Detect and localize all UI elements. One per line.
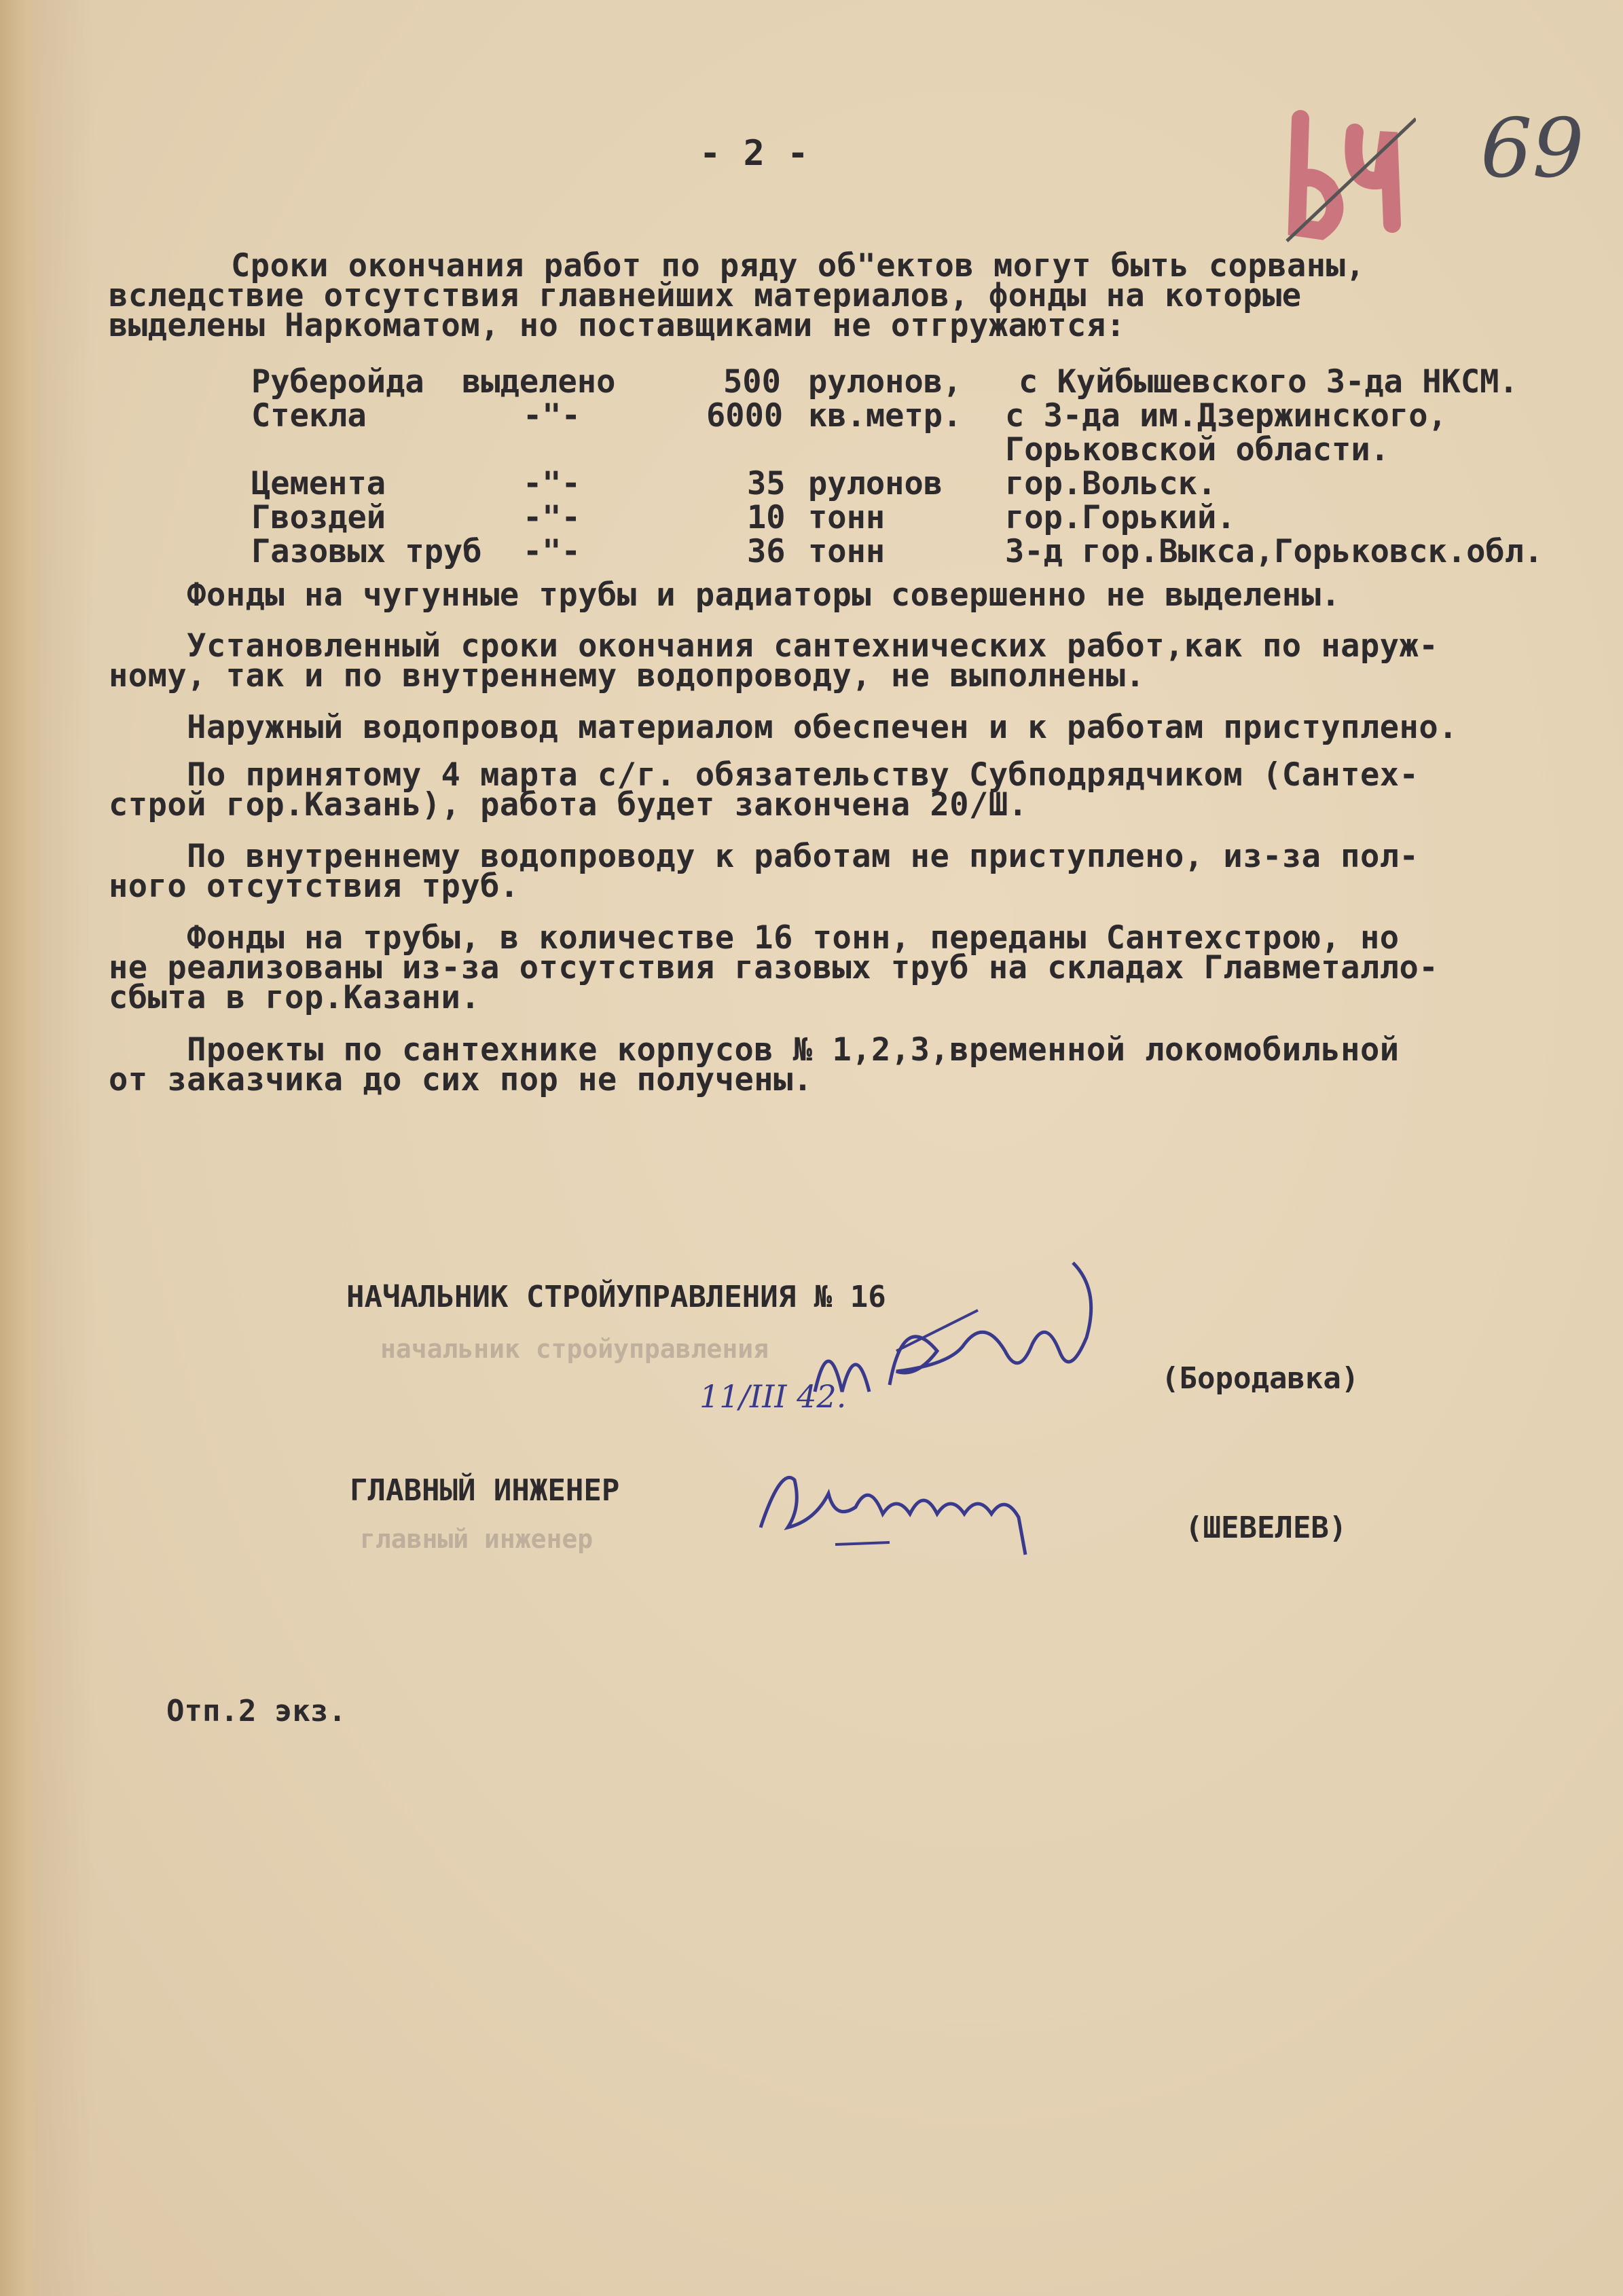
chief-title: НАЧАЛЬНИК СТРОЙУПРАВЛЕНИЯ № 16 bbox=[346, 1280, 886, 1314]
material-ditto: -"- bbox=[523, 397, 581, 434]
paragraph-obligation bbox=[109, 756, 1589, 823]
material-unit: рулонов, bbox=[808, 363, 962, 401]
paragraph-line: Проекты по сантехнике корпусов № 1,2,3,временной локомобильной bbox=[109, 1031, 1400, 1069]
table-row bbox=[0, 533, 1623, 570]
material-source: гор.Вольск. bbox=[1005, 465, 1217, 502]
chief-handwritten-signature bbox=[801, 1249, 1114, 1439]
table-row bbox=[0, 499, 1623, 536]
material-ditto: выделено bbox=[462, 363, 616, 401]
page-fold-shadow bbox=[0, 0, 48, 2296]
intro-line: Сроки окончания работ по ряду об"ектов могут быть сорваны, bbox=[231, 247, 1366, 284]
paragraph-fonds bbox=[109, 576, 1589, 614]
material-qty: 6000 bbox=[706, 397, 784, 434]
paragraph-line: По принятому 4 марта с/г. обязательству Субподрядчиком (Сантех- bbox=[109, 756, 1419, 794]
paragraph-line: ному, так и по внутреннему водопроводу, не выполнены. bbox=[109, 657, 1146, 695]
material-ditto: -"- bbox=[523, 465, 581, 502]
material-source: с Куйбышевского З-да НКСМ. bbox=[1019, 363, 1518, 401]
table-row bbox=[0, 363, 1623, 401]
engineer-title-ghost: главный инженер bbox=[360, 1524, 594, 1554]
copies-note: Отп.2 экз. bbox=[166, 1694, 346, 1728]
material-name: Цемента bbox=[251, 465, 386, 502]
chief-title-ghost: начальник стройуправления bbox=[380, 1334, 769, 1364]
paragraph-line: строй гор.Казань), работа будет закончена 20/Ш. bbox=[109, 786, 1028, 823]
paragraph-pipes bbox=[109, 919, 1589, 1016]
engineer-title: ГЛАВНЫЙ ИНЖЕНЕР bbox=[350, 1473, 620, 1508]
paragraph-line: сбыта в гор.Казани. bbox=[109, 979, 481, 1016]
page-number: - 2 - bbox=[699, 133, 809, 174]
paragraph-line: Наружный водопровод материалом обеспечен и к работам приступлено. bbox=[109, 709, 1458, 746]
paragraph-line: По внутреннему водопроводу к работам не приступлено, из-за пол- bbox=[109, 838, 1419, 875]
material-unit: кв.метр. bbox=[808, 397, 962, 434]
material-name: Газовых труб bbox=[251, 533, 482, 570]
intro-line: вследствие отсутствия главнейших материалов, фонды на которые bbox=[109, 277, 1302, 314]
material-source: З-д гор.Выкса,Горьковск.обл. bbox=[1005, 533, 1544, 570]
chief-signature-date: 11/III 42. bbox=[699, 1378, 847, 1415]
paragraph-line: Фонды на трубы, в количестве 16 тонн, переданы Сантехстрою, но bbox=[109, 919, 1400, 957]
paragraph-deadlines bbox=[109, 627, 1589, 695]
material-ditto: -"- bbox=[523, 499, 581, 536]
material-unit: тонн bbox=[808, 533, 886, 570]
engineer-name: (ШЕВЕЛЕВ) bbox=[1185, 1511, 1347, 1545]
table-row bbox=[0, 431, 1623, 468]
material-source: с З-да им.Дзержинского, bbox=[1005, 397, 1447, 434]
material-name: Стекла bbox=[251, 397, 367, 434]
red-stamp-number bbox=[1280, 105, 1416, 248]
material-name: Руберойда bbox=[251, 363, 424, 401]
material-unit: тонн bbox=[808, 499, 886, 536]
paragraph-line: от заказчика до сих пор не получены. bbox=[109, 1061, 813, 1098]
material-source: гор.Горький. bbox=[1005, 499, 1236, 536]
material-ditto: -"- bbox=[523, 533, 581, 570]
paragraph-projects bbox=[109, 1031, 1589, 1098]
chief-name: (Бородавка) bbox=[1161, 1361, 1360, 1396]
material-qty: 35 bbox=[747, 465, 786, 502]
material-qty: 500 bbox=[723, 363, 781, 401]
paragraph-external bbox=[109, 709, 1589, 746]
engineer-handwritten-signature bbox=[754, 1453, 1066, 1561]
material-unit: рулонов bbox=[808, 465, 943, 502]
paragraph-line: не реализованы из-за отсутствия газовых труб на складах Главметалло- bbox=[109, 949, 1439, 986]
paragraph-internal bbox=[109, 838, 1589, 905]
material-name: Гвоздей bbox=[251, 499, 386, 536]
material-qty: 36 bbox=[747, 533, 786, 570]
table-row bbox=[0, 397, 1623, 434]
material-source: Горьковской области. bbox=[1005, 431, 1389, 468]
paragraph-line: ного отсутствия труб. bbox=[109, 868, 519, 905]
paragraph-line: Установленный сроки окончания сантехнических работ,как по наруж- bbox=[109, 627, 1439, 665]
table-row bbox=[0, 465, 1623, 502]
intro-paragraph bbox=[109, 247, 1589, 344]
archive-page-number: 69 bbox=[1480, 102, 1584, 196]
intro-line: выделены Наркоматом, но поставщиками не отгружаются: bbox=[109, 307, 1126, 344]
material-qty: 10 bbox=[747, 499, 786, 536]
paragraph-line: Фонды на чугунные трубы и радиаторы совершенно не выделены. bbox=[109, 576, 1341, 614]
